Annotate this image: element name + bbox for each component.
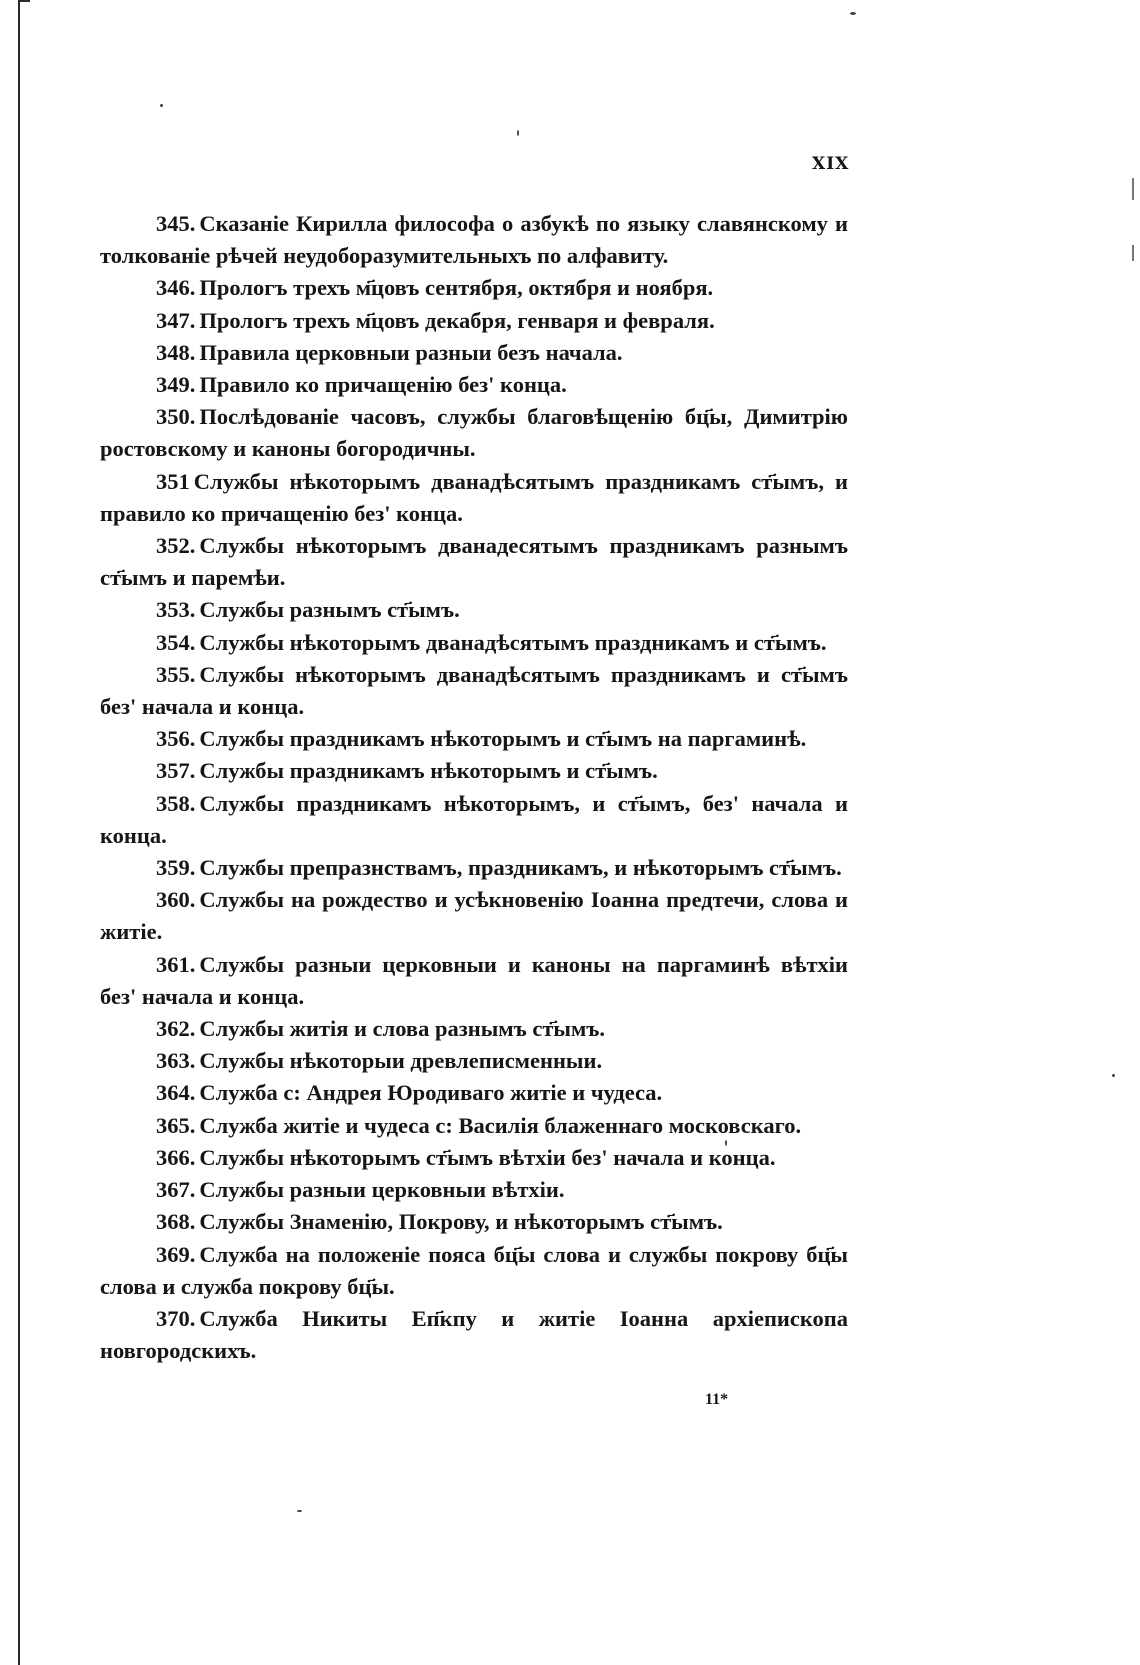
page-binding-edge bbox=[18, 0, 20, 1665]
catalog-entry bbox=[100, 1045, 848, 1077]
scan-speck bbox=[1112, 1074, 1115, 1077]
entry-number: 349. bbox=[156, 372, 196, 398]
catalog-entry bbox=[100, 1174, 848, 1206]
catalog-entry bbox=[100, 1239, 848, 1303]
scan-speck bbox=[517, 130, 519, 136]
entry-text: Службы нѣкоторымъ ст҃ымъ вѣтхіи без' начала и конца. bbox=[199, 1144, 776, 1170]
entry-number: 345. bbox=[156, 211, 196, 236]
entry-number: 360. bbox=[156, 887, 196, 913]
entry-text: Служба житіе и чудеса с: Василія блаженнаго московскаго. bbox=[199, 1112, 802, 1138]
entry-number: 353. bbox=[156, 597, 196, 623]
entry-text: Служба с: Андрея Юродиваго житіе и чудеса. bbox=[199, 1080, 663, 1106]
entry-number: 364. bbox=[156, 1080, 196, 1106]
scan-speck bbox=[297, 1510, 302, 1512]
entry-number: 366. bbox=[156, 1144, 196, 1170]
catalog-entry bbox=[100, 1077, 848, 1109]
catalog-entry bbox=[100, 272, 848, 304]
entry-number: 369. bbox=[156, 1241, 196, 1267]
catalog-entry bbox=[100, 949, 848, 1013]
catalog-entry bbox=[100, 208, 848, 272]
entry-number: 350. bbox=[156, 404, 196, 430]
catalog-entry bbox=[100, 1110, 848, 1142]
catalog-entry bbox=[100, 401, 848, 465]
catalog-entry bbox=[100, 594, 848, 626]
entry-text: Службы нѣкоторымъ дванадѣсятымъ праздникамъ и ст҃ымъ. bbox=[199, 629, 827, 655]
entry-text: Служба на положеніе пояса бц҃ы слова и службы покрову бц҃ы слова и служба покрову бц҃ы. bbox=[100, 1241, 848, 1299]
entry-number: 363. bbox=[156, 1048, 196, 1074]
scan-edge-mark bbox=[1132, 178, 1134, 200]
entry-number: 348. bbox=[156, 339, 196, 365]
entry-text: Службы нѣкоторымъ дванадѣсятымъ праздникамъ ст҃ымъ, и правило ко причащенію без' конца. bbox=[100, 468, 848, 526]
scan-speck bbox=[160, 104, 163, 107]
entry-text: Прологъ трехъ м҃цовъ сентября, октября и ноября. bbox=[199, 275, 714, 301]
entry-text: Службы разнымъ ст҃ымъ. bbox=[199, 597, 460, 623]
entry-text: Службы праздникамъ нѣкоторымъ, и ст҃ымъ, без' начала и конца. bbox=[100, 790, 848, 848]
entry-number: 355. bbox=[156, 661, 196, 687]
entry-text: Правила церковныи разныи безъ начала. bbox=[199, 339, 623, 365]
entry-text: Службы разныи церковныи и каноны на паргаминѣ вѣтхіи без' начала и конца. bbox=[100, 951, 848, 1009]
entry-number: 356. bbox=[156, 726, 196, 752]
catalog-entry bbox=[100, 1142, 848, 1174]
catalog-entry bbox=[100, 466, 848, 530]
entry-number: 357. bbox=[156, 758, 196, 784]
catalog-entry bbox=[100, 530, 848, 594]
entry-text: Службы Знаменію, Покрову, и нѣкоторымъ ст҃ымъ. bbox=[199, 1209, 723, 1235]
entry-number: 351 bbox=[156, 468, 190, 494]
running-head-page-number: XIX bbox=[812, 154, 850, 174]
catalog-entry bbox=[100, 884, 848, 948]
entry-number: 359. bbox=[156, 855, 196, 881]
entry-number: 354. bbox=[156, 629, 196, 655]
entry-text: Службы на рождество и усѣкновенію Іоанна предтечи, слова и житіе. bbox=[100, 887, 848, 945]
catalog-entry bbox=[100, 1303, 848, 1367]
catalog-entry bbox=[100, 723, 848, 755]
catalog-entry bbox=[100, 755, 848, 787]
catalog-entry bbox=[100, 1013, 848, 1045]
entry-text: Послѣдованіе часовъ, службы благовѣщенію бц҃ы, Димитрію ростовскому и каноны богородичны. bbox=[100, 404, 848, 462]
entry-text: Службы праздникамъ нѣкоторымъ и ст҃ымъ на паргаминѣ. bbox=[199, 726, 807, 752]
signature-mark: 11* bbox=[705, 1391, 729, 1408]
entry-number: 362. bbox=[156, 1016, 196, 1042]
entry-text: Прологъ трехъ м҃цовъ декабря, генваря и февраля. bbox=[199, 307, 715, 333]
entry-number: 368. bbox=[156, 1209, 196, 1235]
catalog-entry bbox=[100, 659, 848, 723]
entry-text: Службы житія и слова разнымъ ст҃ымъ. bbox=[199, 1016, 606, 1042]
catalog-entry bbox=[100, 337, 848, 369]
entry-text: Службы препразнствамъ, праздникамъ, и нѣкоторымъ ст҃ымъ. bbox=[199, 855, 842, 881]
catalog-entry bbox=[100, 627, 848, 659]
catalog-entry bbox=[100, 1206, 848, 1238]
entry-text: Службы нѣкоторымъ дванадесятымъ праздникамъ разнымъ ст҃ымъ и паремѣи. bbox=[100, 533, 848, 591]
entry-text: Службы нѣкоторымъ дванадѣсятымъ праздникамъ и ст҃ымъ без' начала и конца. bbox=[100, 661, 848, 720]
page-corner-mark bbox=[18, 0, 30, 12]
entry-number: 347. bbox=[156, 307, 196, 333]
entry-text: Службы праздникамъ нѣкоторымъ и ст҃ымъ. bbox=[199, 758, 658, 784]
entry-text: Служба Никиты Еп҃кпу и житіе Іоанна архіепископа новгородскихъ. bbox=[100, 1305, 848, 1364]
entry-number: 361. bbox=[156, 951, 196, 977]
entry-number: 365. bbox=[156, 1112, 196, 1138]
entry-number: 346. bbox=[156, 275, 196, 301]
entry-text: Службы нѣкоторыи древлеписменныи. bbox=[199, 1048, 603, 1074]
scan-edge-mark bbox=[1132, 245, 1134, 261]
entry-text: Сказаніе Кирилла философа о азбукѣ по языку славянскому и толкованіе рѣчей неудоборазумительныхъ по алфавиту. bbox=[100, 211, 848, 269]
catalog-entry bbox=[100, 852, 848, 884]
entry-text: Правило ко причащенію без' конца. bbox=[199, 372, 567, 398]
catalog-entry bbox=[100, 788, 848, 852]
catalog-entry bbox=[100, 305, 848, 337]
entry-text: Службы разныи церковныи вѣтхіи. bbox=[199, 1177, 565, 1203]
entry-number: 352. bbox=[156, 533, 196, 559]
entry-number: 358. bbox=[156, 790, 196, 816]
entry-number: 370. bbox=[156, 1305, 196, 1331]
scan-speck bbox=[850, 12, 856, 15]
catalog-entries bbox=[100, 208, 848, 1367]
catalog-entry bbox=[100, 369, 848, 401]
entry-number: 367. bbox=[156, 1177, 196, 1203]
